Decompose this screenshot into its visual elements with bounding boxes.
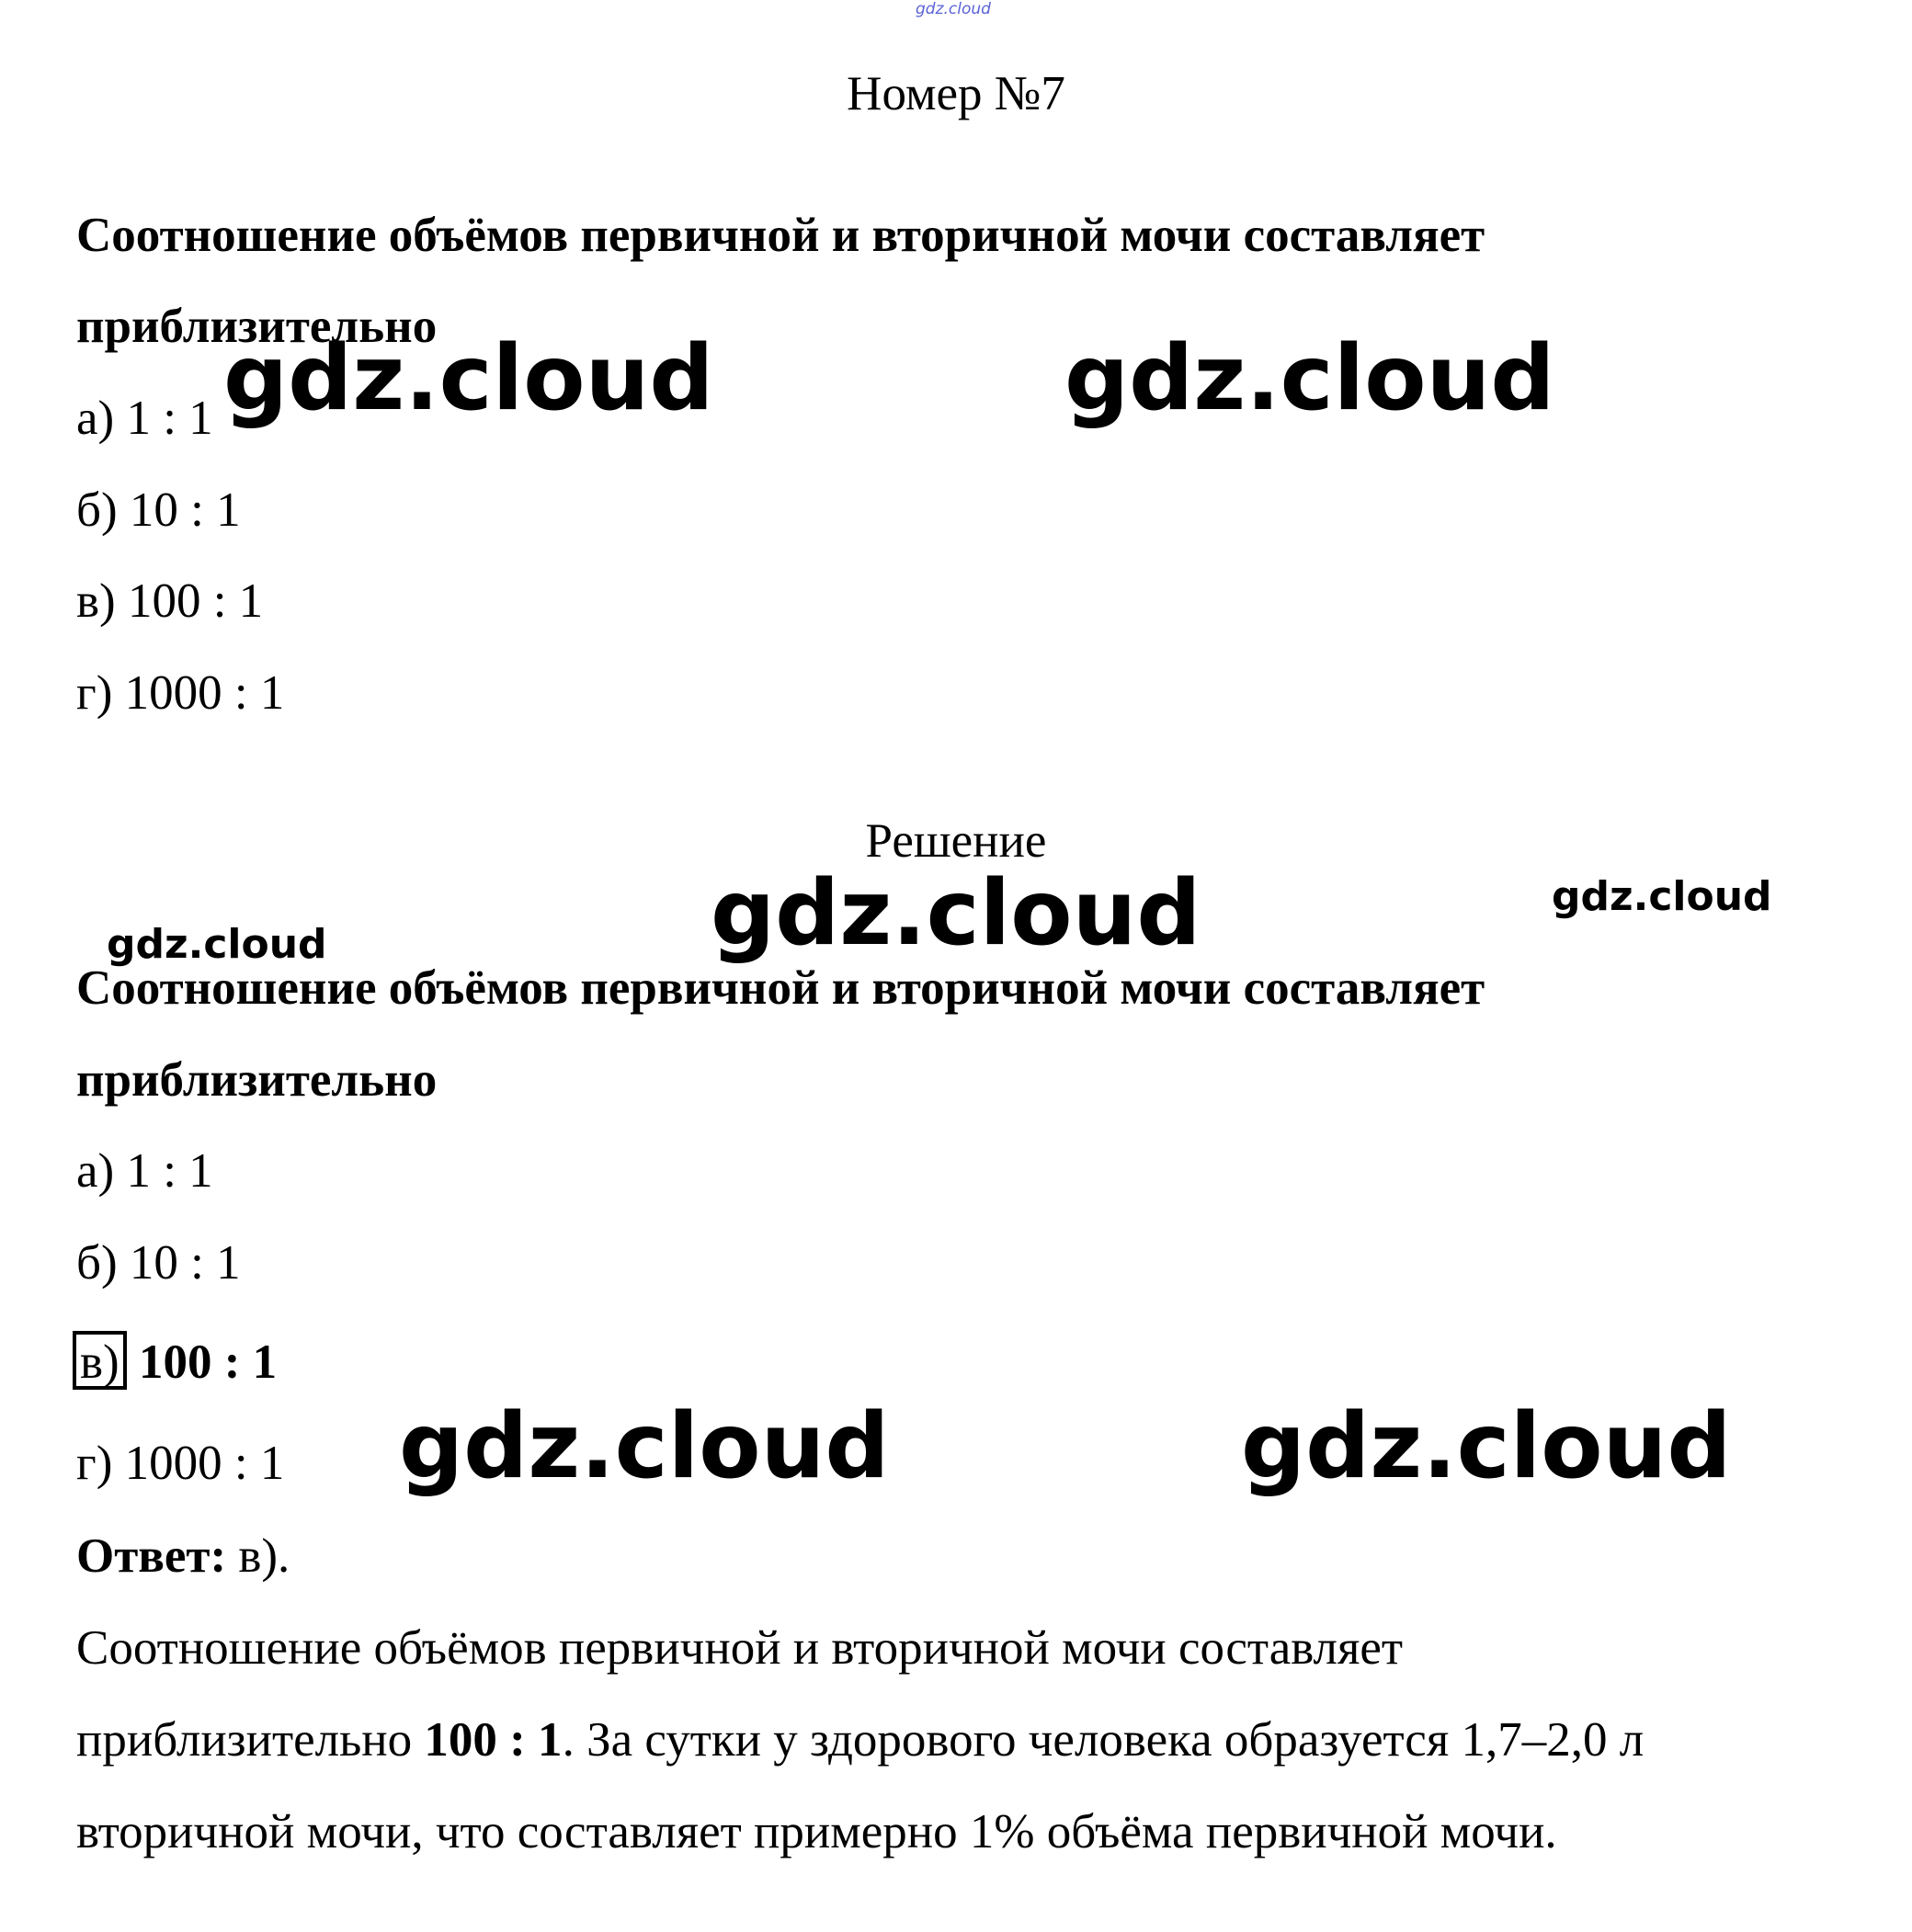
option-letter: а) bbox=[76, 392, 115, 445]
solution-option-b bbox=[76, 1235, 241, 1290]
option-letter: г) bbox=[76, 1437, 113, 1490]
option-value: 1000 : 1 bbox=[124, 1437, 285, 1490]
solution-option-a bbox=[76, 1143, 213, 1199]
explanation-ratio: 100 : 1 bbox=[424, 1713, 563, 1767]
task-option-b bbox=[76, 483, 241, 538]
task-title: Номер №7 bbox=[847, 67, 1065, 120]
option-value: 1 : 1 bbox=[126, 392, 213, 445]
watermark-big-4: gdz.cloud bbox=[399, 1394, 890, 1499]
watermark-big-3: gdz.cloud bbox=[711, 861, 1201, 966]
option-letter: г) bbox=[76, 666, 113, 720]
watermark-big-5: gdz.cloud bbox=[1241, 1394, 1732, 1499]
option-value: 100 : 1 bbox=[127, 574, 264, 628]
solution-option-c-correct bbox=[76, 1331, 277, 1390]
explanation-line-1: Соотношение объёмов первичной и вторичной мочи составляет bbox=[76, 1621, 1404, 1675]
task-option-a bbox=[76, 391, 213, 446]
option-letter: в) bbox=[76, 574, 116, 628]
solution-question-line-1: Соотношение объёмов первичной и вторичной мочи составляет bbox=[76, 961, 1485, 1015]
answer-line bbox=[76, 1529, 290, 1584]
option-value: 10 : 1 bbox=[129, 1236, 241, 1290]
solution-question-line-2: приблизительно bbox=[76, 1053, 438, 1107]
answer-label: Ответ: bbox=[76, 1529, 227, 1583]
solution-title: Решение bbox=[865, 814, 1047, 868]
watermark-top: gdz.cloud bbox=[916, 0, 991, 18]
option-value: 1000 : 1 bbox=[124, 666, 285, 720]
option-value: 100 : 1 bbox=[138, 1335, 278, 1389]
option-value: 10 : 1 bbox=[129, 483, 241, 537]
option-letter: б) bbox=[76, 1236, 118, 1290]
task-question-line-2: приблизительно bbox=[76, 300, 438, 353]
watermark-small-2: gdz.cloud bbox=[107, 921, 327, 968]
correct-answer-box: в) bbox=[73, 1331, 127, 1390]
answer-value: в). bbox=[238, 1529, 290, 1583]
explanation-line-3: вторичной мочи, что составляет примерно 1% объёма первичной мочи. bbox=[76, 1805, 1557, 1858]
watermark-big-1: gdz.cloud bbox=[223, 326, 714, 431]
explanation-text: приблизительно bbox=[76, 1713, 425, 1767]
task-option-d bbox=[76, 665, 284, 721]
solution-option-d bbox=[76, 1436, 284, 1491]
explanation-text: . За сутки у здорового человека образуется 1,7–2,0 л bbox=[562, 1713, 1645, 1767]
watermark-big-2: gdz.cloud bbox=[1064, 326, 1555, 431]
option-letter: а) bbox=[76, 1144, 115, 1198]
watermark-small-1: gdz.cloud bbox=[1552, 873, 1772, 920]
explanation-line-2 bbox=[76, 1712, 1644, 1767]
task-option-c bbox=[76, 574, 263, 629]
option-letter: б) bbox=[76, 483, 118, 537]
option-value: 1 : 1 bbox=[126, 1144, 213, 1198]
task-question-line-1: Соотношение объёмов первичной и вторичной мочи составляет bbox=[76, 209, 1485, 262]
